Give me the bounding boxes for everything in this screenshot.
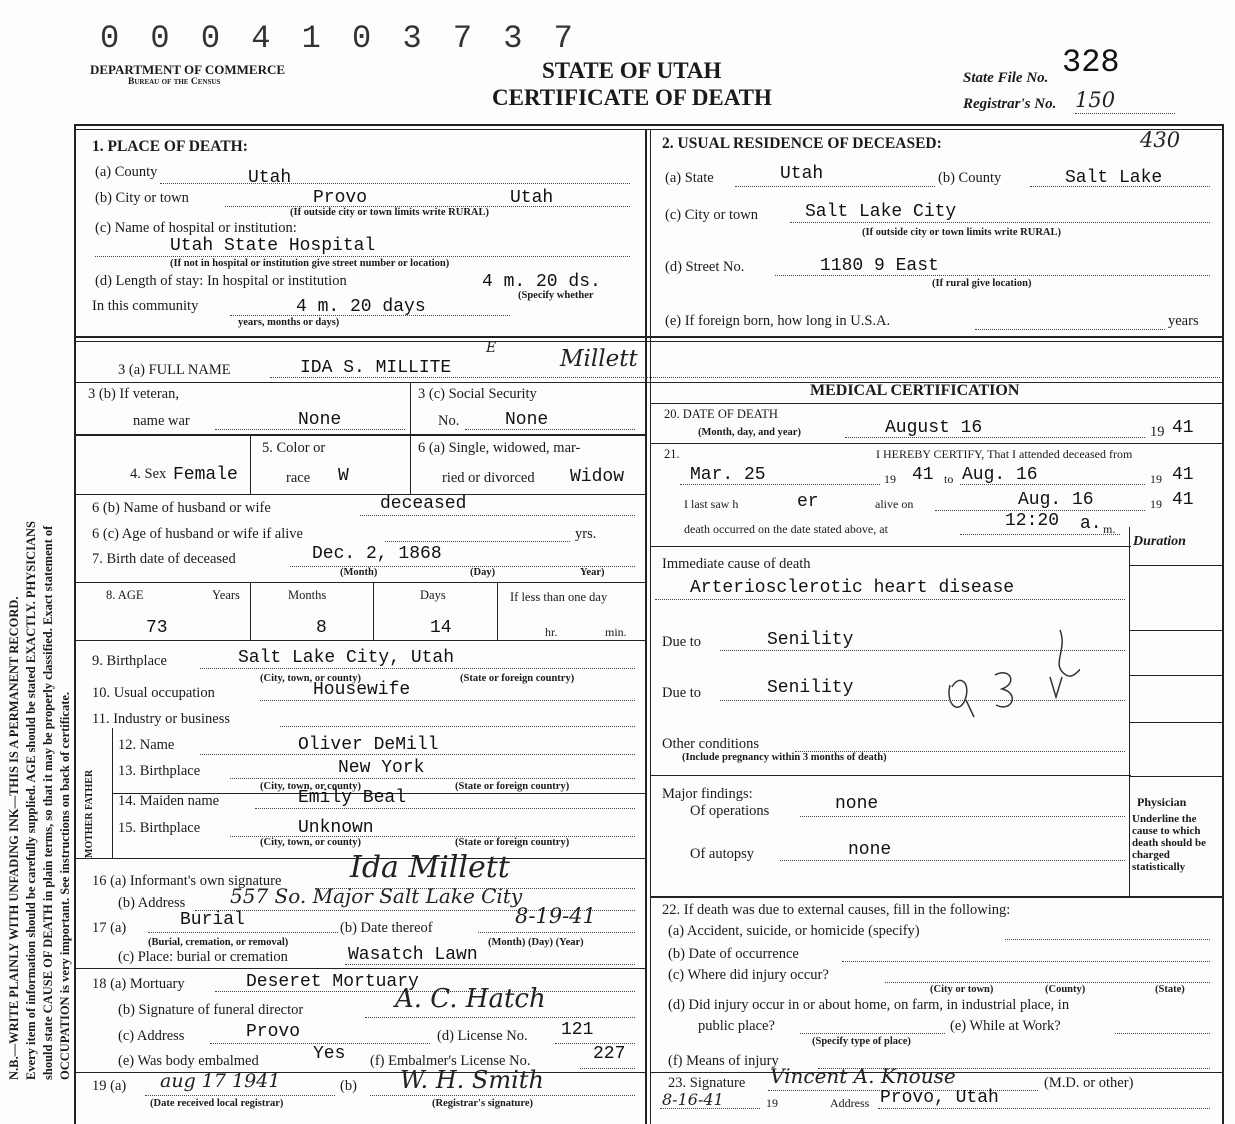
registrar-label: Registrar's No. <box>963 96 1057 112</box>
res-city-note: (If outside city or town limits write RURAL) <box>862 227 1061 238</box>
license-label: (d) License No. <box>437 1028 528 1044</box>
registrar-sig-label: (b) <box>340 1078 357 1094</box>
date-thereof-value: 8-19-41 <box>515 904 596 928</box>
last-saw-year: 41 <box>1172 490 1194 510</box>
pod-community-value: 4 m. 20 days <box>296 297 426 317</box>
mort-address-value: Provo <box>246 1022 301 1042</box>
side-line-4: OCCUPATION is very important. See instructions on back of certificate. <box>58 691 72 1080</box>
license-value: 121 <box>561 1020 594 1040</box>
res-county-value: Salt Lake <box>1065 168 1163 188</box>
embalmer-license-label: (f) Embalmer's License No. <box>370 1053 531 1069</box>
pod-city-note: (If outside city or town limits write RURAL) <box>290 207 489 218</box>
father-side-label: FATHER <box>84 769 95 810</box>
name-handwritten: Millett <box>560 346 638 372</box>
res-city-value: Salt Lake City <box>805 202 957 222</box>
alive-on-label: alive on <box>875 497 914 511</box>
age-min: min. <box>605 625 627 639</box>
embalmer-license-value: 227 <box>593 1044 626 1064</box>
coder-marks <box>940 625 1080 720</box>
due-to-label-1: Due to <box>662 634 702 650</box>
accident-label: (a) Accident, suicide, or homicide (specify) <box>668 923 920 939</box>
due-to-1-value: Senility <box>767 630 854 650</box>
registrar-sig-note: (Registrar's signature) <box>432 1098 533 1109</box>
birth-value: Dec. 2, 1868 <box>312 544 442 564</box>
autopsy-label: Of autopsy <box>690 846 755 862</box>
serial-number: 0 0 0 4 1 0 3 7 3 7 <box>100 20 579 57</box>
operations-label: Of operations <box>690 803 770 819</box>
informant-label: 16 (a) Informant's own signature <box>92 873 282 889</box>
date-thereof-label: (b) Date thereof <box>340 920 433 936</box>
mother-name-label: 14. Maiden name <box>118 793 220 809</box>
pod-stay-value: 4 m. 20 ds. <box>482 272 601 292</box>
due-to-2-value: Senility <box>767 678 854 698</box>
res-state-value: Utah <box>780 164 824 184</box>
immediate-label: Immediate cause of death <box>662 556 811 572</box>
full-name-value: IDA S. MILLITE <box>300 358 452 378</box>
registrar-signature: W. H. Smith <box>400 1066 544 1094</box>
pod-community-label: In this community <box>92 298 199 314</box>
res-foreign-label: (e) If foreign born, how long in U.S.A. <box>665 313 891 329</box>
age-days-value: 14 <box>430 618 452 638</box>
pod-city-label: (b) City or town <box>95 190 189 206</box>
father-name-value: Oliver DeMill <box>298 735 439 755</box>
race-value: W <box>338 466 349 486</box>
birth-label: 7. Birth date of deceased <box>92 551 236 567</box>
age-hr: hr. <box>545 625 558 639</box>
attend-from-prefix: 19 <box>884 472 896 486</box>
registrar-no: 150 <box>1075 88 1116 112</box>
ss-label: 3 (c) Social Security <box>418 386 537 402</box>
birth-year-note: Year) <box>580 567 605 578</box>
mother-bp-value: Unknown <box>298 818 374 838</box>
res-street-value: 1180 9 East <box>820 256 939 276</box>
residence-code: 430 <box>1140 128 1181 152</box>
public-label: public place? <box>698 1018 775 1034</box>
received-note: (Date received local registrar) <box>150 1098 284 1109</box>
physician-note: Physician <box>1137 795 1187 809</box>
mort-address-label: (c) Address <box>118 1028 185 1044</box>
res-state-label: (a) State <box>665 170 714 186</box>
sex-label: 4. Sex <box>130 466 167 482</box>
director-signature: A. C. Hatch <box>395 984 546 1014</box>
death-m-suffix: m. <box>1103 522 1116 536</box>
ss-value: None <box>505 410 549 430</box>
attend-from: Mar. 25 <box>690 465 766 485</box>
pod-city-state: Utah <box>510 188 554 208</box>
dod-value: August 16 <box>885 418 983 438</box>
where-state-note: (State) <box>1155 984 1185 995</box>
birth-day-note: (Day) <box>470 567 496 578</box>
pod-county-value: Utah <box>248 168 292 188</box>
informant-address-label: (b) Address <box>118 895 186 911</box>
birthplace-label: 9. Birthplace <box>92 653 167 669</box>
pod-specify-note: (Specify whether <box>518 290 594 301</box>
birthplace-value: Salt Lake City, Utah <box>238 648 455 668</box>
attend-to-label: to <box>944 472 954 486</box>
means-label: (f) Means of injury <box>668 1053 779 1069</box>
home-label: (d) Did injury occur in or about home, on farm, in industrial place, in <box>668 997 1070 1013</box>
embalmed-value: Yes <box>313 1044 346 1064</box>
side-instructions <box>6 80 74 1080</box>
birth-month-note: (Month) <box>340 567 378 578</box>
last-saw-date: Aug. 16 <box>1018 490 1094 510</box>
death-time: 12:20 <box>1005 511 1060 531</box>
attend-to-year: 41 <box>1172 465 1194 485</box>
res-county-label: (b) County <box>938 170 1002 186</box>
physician-signature: Vincent A. Knouse <box>770 1064 956 1088</box>
dod-year-prefix: 19 <box>1150 424 1165 440</box>
spouse-age-yrs: yrs. <box>575 526 597 542</box>
md-label: (M.D. or other) <box>1044 1075 1134 1091</box>
state-file-no: 328 <box>1062 44 1120 81</box>
res-street-label: (d) Street No. <box>665 259 745 275</box>
received-date: aug 17 1941 <box>160 1070 281 1092</box>
informant-address: 557 So. Major Salt Lake City <box>230 884 523 908</box>
date-thereof-note: (Month) (Day) (Year) <box>488 937 584 948</box>
marital-label: 6 (a) Single, widowed, mar- <box>418 440 581 456</box>
race-label: race <box>286 470 311 486</box>
attend-to: Aug. 16 <box>962 465 1038 485</box>
due-to-label-2: Due to <box>662 685 702 701</box>
mother-bp-label: 15. Birthplace <box>118 820 201 836</box>
place-burial-label: (c) Place: burial or cremation <box>118 949 288 965</box>
mortuary-label: 18 (a) Mortuary <box>92 976 185 992</box>
dod-year: 41 <box>1172 418 1194 438</box>
disposition-value: Burial <box>180 910 245 930</box>
department: DEPARTMENT OF COMMERCE <box>90 62 286 77</box>
ss-no-label: No. <box>438 413 460 429</box>
birthplace-city-note: (City, town, or county) <box>260 673 362 684</box>
war-value: None <box>298 410 342 430</box>
residence-heading: 2. USUAL RESIDENCE OF DECEASED: <box>662 135 942 152</box>
birthplace-state-note: (State or foreign country) <box>460 673 575 684</box>
spouse-label: 6 (b) Name of husband or wife <box>92 500 271 516</box>
received-label: 19 (a) <box>92 1078 127 1094</box>
name-correction-letter: E <box>486 340 497 356</box>
work-label: (e) While at Work? <box>950 1018 1061 1034</box>
underline-note: Underline the cause to which death should be charged statistically <box>1132 813 1206 873</box>
mortuary-value: Deseret Mortuary <box>246 972 419 992</box>
spouse-value: deceased <box>380 494 467 514</box>
marital-label2: ried or divorced <box>442 470 535 486</box>
medical-heading: MEDICAL CERTIFICATION <box>810 382 1020 399</box>
place-burial-value: Wasatch Lawn <box>348 945 478 965</box>
pod-stay-label: (d) Length of stay: In hospital or institution <box>95 273 347 289</box>
where-county-note: (County) <box>1045 984 1086 995</box>
sex-value: Female <box>173 465 238 485</box>
war-label: name war <box>133 413 190 429</box>
state-file-label: State File No. <box>963 70 1049 86</box>
director-label: (b) Signature of funeral director <box>118 1002 304 1018</box>
death-am: a. <box>1080 514 1102 534</box>
father-bp-label: 13. Birthplace <box>118 763 201 779</box>
sig-address-value: Provo, Utah <box>880 1088 999 1108</box>
pod-hospital-note: (If not in hospital or institution give street number or location) <box>170 258 450 269</box>
signature-date: 8-16-41 <box>662 1090 724 1109</box>
other-conditions-label: Other conditions <box>662 736 760 752</box>
age-label: 8. AGE <box>106 588 144 602</box>
sig-address-label: Address <box>830 1096 870 1110</box>
signature-label: 23. Signature <box>668 1075 746 1091</box>
pod-county-label: (a) County <box>95 164 158 180</box>
occupation-label: 10. Usual occupation <box>92 685 215 701</box>
disposition-note: (Burial, cremation, or removal) <box>148 937 289 948</box>
marital-value: Widow <box>570 467 625 487</box>
occupation-value: Housewife <box>313 680 411 700</box>
spouse-age-label: 6 (c) Age of husband or wife if alive <box>92 526 303 542</box>
mother-name-value: Emily Beal <box>298 788 407 808</box>
industry-label: 11. Industry or business <box>92 711 231 727</box>
father-bp-value: New York <box>338 758 425 778</box>
title-certificate: CERTIFICATE OF DEATH <box>492 85 772 110</box>
death-occurred-label: death occurred on the date stated above, at <box>684 522 888 536</box>
mother-bp-state-note: (State or foreign country) <box>455 837 570 848</box>
age-days-header: Days <box>420 588 446 602</box>
res-foreign-years: years <box>1168 313 1199 329</box>
last-saw-prefix: 19 <box>1150 497 1162 511</box>
major-findings-label: Major findings: <box>662 786 753 802</box>
certify-num: 21. <box>664 447 680 461</box>
father-bp-city-note: (City, town, or county) <box>260 781 362 792</box>
mother-side-label: MOTHER <box>84 812 95 858</box>
color-label: 5. Color or <box>262 440 326 456</box>
pod-hospital-value: Utah State Hospital <box>170 236 376 256</box>
last-saw-fill: er <box>797 492 819 512</box>
side-line-3: should state CAUSE OF DEATH in plain terms, so that it may be properly classified. Exact statement of <box>41 525 55 1080</box>
last-saw-label: I last saw h <box>684 497 739 511</box>
bureau: Bureau of the Census <box>128 77 221 87</box>
pod-community-note: years, months or days) <box>238 317 340 328</box>
res-street-note: (If rural give location) <box>932 278 1032 289</box>
res-city-label: (c) City or town <box>665 207 759 223</box>
signature-year-prefix: 19 <box>766 1096 778 1110</box>
place-of-death-heading: 1. PLACE OF DEATH: <box>92 138 248 155</box>
autopsy-value: none <box>848 840 892 860</box>
pod-city-value: Provo <box>313 188 368 208</box>
dod-label: 20. DATE OF DEATH <box>664 407 778 421</box>
dod-note: (Month, day, and year) <box>698 427 801 438</box>
operations-value: none <box>835 794 879 814</box>
age-months-value: 8 <box>316 618 327 638</box>
duration-label: Duration <box>1133 534 1186 549</box>
embalmed-label: (e) Was body embalmed <box>118 1053 259 1069</box>
veteran-label: 3 (b) If veteran, <box>88 386 179 402</box>
age-months-header: Months <box>288 588 327 602</box>
attend-to-prefix: 19 <box>1150 472 1162 486</box>
other-conditions-note: (Include pregnancy within 3 months of death) <box>682 752 887 763</box>
certify-text: I HEREBY CERTIFY, That I attended deceased from <box>876 447 1133 461</box>
informant-signature: Ida Millett <box>350 850 510 885</box>
title-state: STATE OF UTAH <box>542 58 722 83</box>
occurrence-label: (b) Date of occurrence <box>668 946 799 962</box>
side-line-1: N.B.—WRITE PLAINLY WITH UNFADING INK—THIS IS A PERMANENT RECORD. <box>7 596 21 1080</box>
disposition-label: 17 (a) <box>92 920 127 936</box>
father-name-label: 12. Name <box>118 737 175 753</box>
pod-hospital-label: (c) Name of hospital or institution: <box>95 220 297 236</box>
where-label: (c) Where did injury occur? <box>668 967 829 983</box>
where-city-note: (City or town) <box>930 984 994 995</box>
mother-bp-city-note: (City, town, or county) <box>260 837 362 848</box>
father-bp-state-note: (State or foreign country) <box>455 781 570 792</box>
external-heading: 22. If death was due to external causes, fill in the following: <box>662 902 1011 918</box>
full-name-label: 3 (a) FULL NAME <box>118 362 231 378</box>
side-line-2: Every item of information should be carefully supplied. AGE should be stated EXACTLY. PHYSICIANS <box>24 521 38 1080</box>
age-years-value: 73 <box>146 618 168 638</box>
specify-type-note: (Specify type of place) <box>812 1036 911 1047</box>
age-lt-day-header: If less than one day <box>510 590 608 604</box>
immediate-value: Arteriosclerotic heart disease <box>690 578 1015 598</box>
attend-from-year: 41 <box>912 465 934 485</box>
age-years-header: Years <box>212 588 240 602</box>
